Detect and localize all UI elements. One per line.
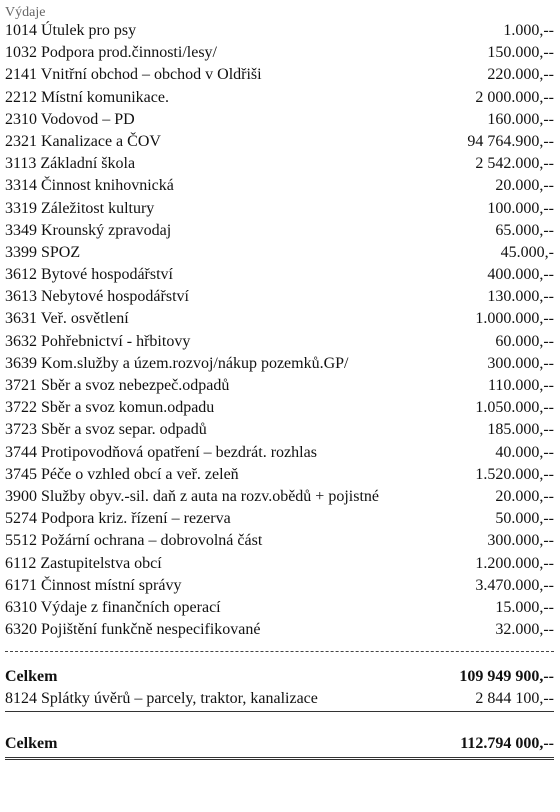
expense-label: 3723 Sběr a svoz separ. odpadů: [5, 421, 207, 439]
expense-row: [5, 42, 554, 64]
subtotal-amount: 109 949 900,--: [459, 668, 554, 686]
section-heading: Výdaje: [5, 5, 46, 20]
expense-amount: 45.000,-: [500, 243, 554, 261]
expense-label: 3319 Záležitost kultury: [5, 199, 155, 217]
expense-amount: 150.000,--: [487, 44, 554, 62]
expense-amount: 220.000,--: [487, 66, 554, 84]
subtotal-row: [5, 666, 554, 688]
expense-list: [5, 20, 554, 641]
expense-label: 1014 Útulek pro psy: [5, 22, 137, 39]
expense-amount: 20.000,--: [495, 177, 554, 195]
expense-label: 3744 Protipovodňová opatření – bezdrát. rozhlas: [5, 443, 317, 461]
expense-row: [5, 220, 554, 242]
expense-amount: 50.000,--: [495, 510, 554, 528]
expense-row: [5, 264, 554, 286]
expense-amount: 20.000,--: [495, 487, 554, 505]
expense-label: 5512 Požární ochrana – dobrovolná část: [5, 532, 263, 550]
expense-amount: 1.200.000,--: [475, 554, 554, 572]
expense-row: [5, 375, 554, 397]
expense-row: [5, 331, 554, 353]
expense-label: 3722 Sběr a svoz komun.odpadu: [5, 399, 215, 417]
expense-label: 3632 Pohřebnictví - hřbitovy: [5, 332, 191, 350]
expense-amount: 2 542.000,--: [475, 155, 554, 173]
expense-row: [5, 131, 554, 153]
expense-label: 3113 Základní škola: [5, 155, 136, 173]
expense-label: 3745 Péče o vzhled obcí a veř. zeleň: [5, 465, 239, 483]
expense-amount: 1.000.000,--: [475, 310, 554, 328]
expense-label: 3613 Nebytové hospodářství: [5, 288, 189, 306]
expense-amount: 300.000,--: [487, 532, 554, 550]
expense-row: [5, 308, 554, 330]
expense-amount: 1.050.000,--: [475, 399, 554, 417]
expense-row: [5, 575, 554, 597]
expense-row: [5, 419, 554, 441]
expense-row: [5, 153, 554, 175]
expense-row: [5, 353, 554, 375]
expense-amount: 60.000,--: [495, 332, 554, 350]
loan-amount: 2 844 100,--: [475, 690, 554, 708]
expense-amount: 100.000,--: [487, 199, 554, 217]
expense-label: 2310 Vodovod – PD: [5, 110, 135, 128]
expense-label: 3639 Kom.služby a územ.rozvoj/nákup pozemků.GP/: [5, 354, 349, 372]
expense-row: [5, 198, 554, 220]
expense-label: 3631 Veř. osvětlení: [5, 310, 129, 328]
expense-row: [5, 464, 554, 486]
double-rule-divider: [5, 757, 554, 760]
expense-row: [5, 87, 554, 109]
loan-row: [5, 688, 554, 712]
expense-label: 1032 Podpora prod.činnosti/lesy/: [5, 44, 217, 62]
expense-amount: 2 000.000,--: [475, 88, 554, 106]
expense-row: [5, 175, 554, 197]
expense-row: [5, 20, 554, 42]
expense-row: [5, 508, 554, 530]
expense-row: [5, 242, 554, 264]
expense-row: [5, 530, 554, 552]
expense-label: 6171 Činnost místní správy: [5, 576, 182, 594]
expense-row: [5, 553, 554, 575]
expense-amount: 110.000,--: [487, 377, 554, 394]
subtotal-label: Celkem: [5, 668, 58, 686]
expense-label: 6112 Zastupitelstva obcí: [5, 554, 162, 572]
expense-amount: 94 764.900,--: [467, 132, 554, 150]
loan-label: 8124 Splátky úvěrů – parcely, traktor, kanalizace: [5, 690, 318, 708]
expense-row: [5, 619, 554, 641]
expense-row: [5, 597, 554, 619]
expense-amount: 185.000,--: [487, 421, 554, 439]
expense-label: 6310 Výdaje z finančních operací: [5, 598, 221, 616]
expense-amount: 160.000,--: [487, 110, 554, 128]
expense-row: [5, 286, 554, 308]
expense-amount: 130.000,--: [487, 288, 554, 306]
expense-document: [5, 0, 554, 760]
expense-amount: 15.000,--: [495, 598, 554, 616]
grand-total-row: [5, 733, 554, 755]
grand-total-label: Celkem: [5, 735, 58, 753]
expense-amount: 1.000,--: [503, 22, 554, 39]
expense-amount: 1.520.000,--: [475, 465, 554, 483]
expense-row: [5, 109, 554, 131]
expense-label: 2212 Místní komunikace.: [5, 88, 169, 106]
expense-label: 6320 Pojištění funkčně nespecifikované: [5, 621, 261, 639]
expense-row: [5, 486, 554, 508]
expense-label: 3612 Bytové hospodářství: [5, 266, 173, 284]
expense-label: 3900 Služby obyv.-sil. daň z auta na rozv.obědů + pojistné: [5, 487, 379, 505]
expense-row: [5, 64, 554, 86]
expense-label: 3314 Činnost knihovnická: [5, 177, 174, 195]
spacer: [5, 712, 554, 733]
expense-row: [5, 442, 554, 464]
expense-amount: 3.470.000,--: [475, 576, 554, 594]
expense-row: [5, 397, 554, 419]
grand-total-amount: 112.794 000,--: [460, 735, 554, 753]
expense-label: 3399 SPOZ: [5, 243, 81, 261]
expense-amount: 300.000,--: [487, 354, 554, 372]
expense-amount: 400.000,--: [487, 266, 554, 284]
expense-label: 3349 Krounský zpravodaj: [5, 221, 172, 239]
dashed-divider: [5, 651, 554, 666]
expense-amount: 65.000,--: [495, 221, 554, 239]
expense-amount: 40.000,--: [495, 443, 554, 461]
expense-label: 2141 Vnitřní obchod – obchod v Oldřiši: [5, 66, 262, 84]
expense-label: 5274 Podpora kriz. řízení – rezerva: [5, 510, 231, 528]
expense-label: 2321 Kanalizace a ČOV: [5, 132, 161, 150]
expense-label: 3721 Sběr a svoz nebezpeč.odpadů: [5, 377, 230, 394]
expense-amount: 32.000,--: [495, 621, 554, 639]
